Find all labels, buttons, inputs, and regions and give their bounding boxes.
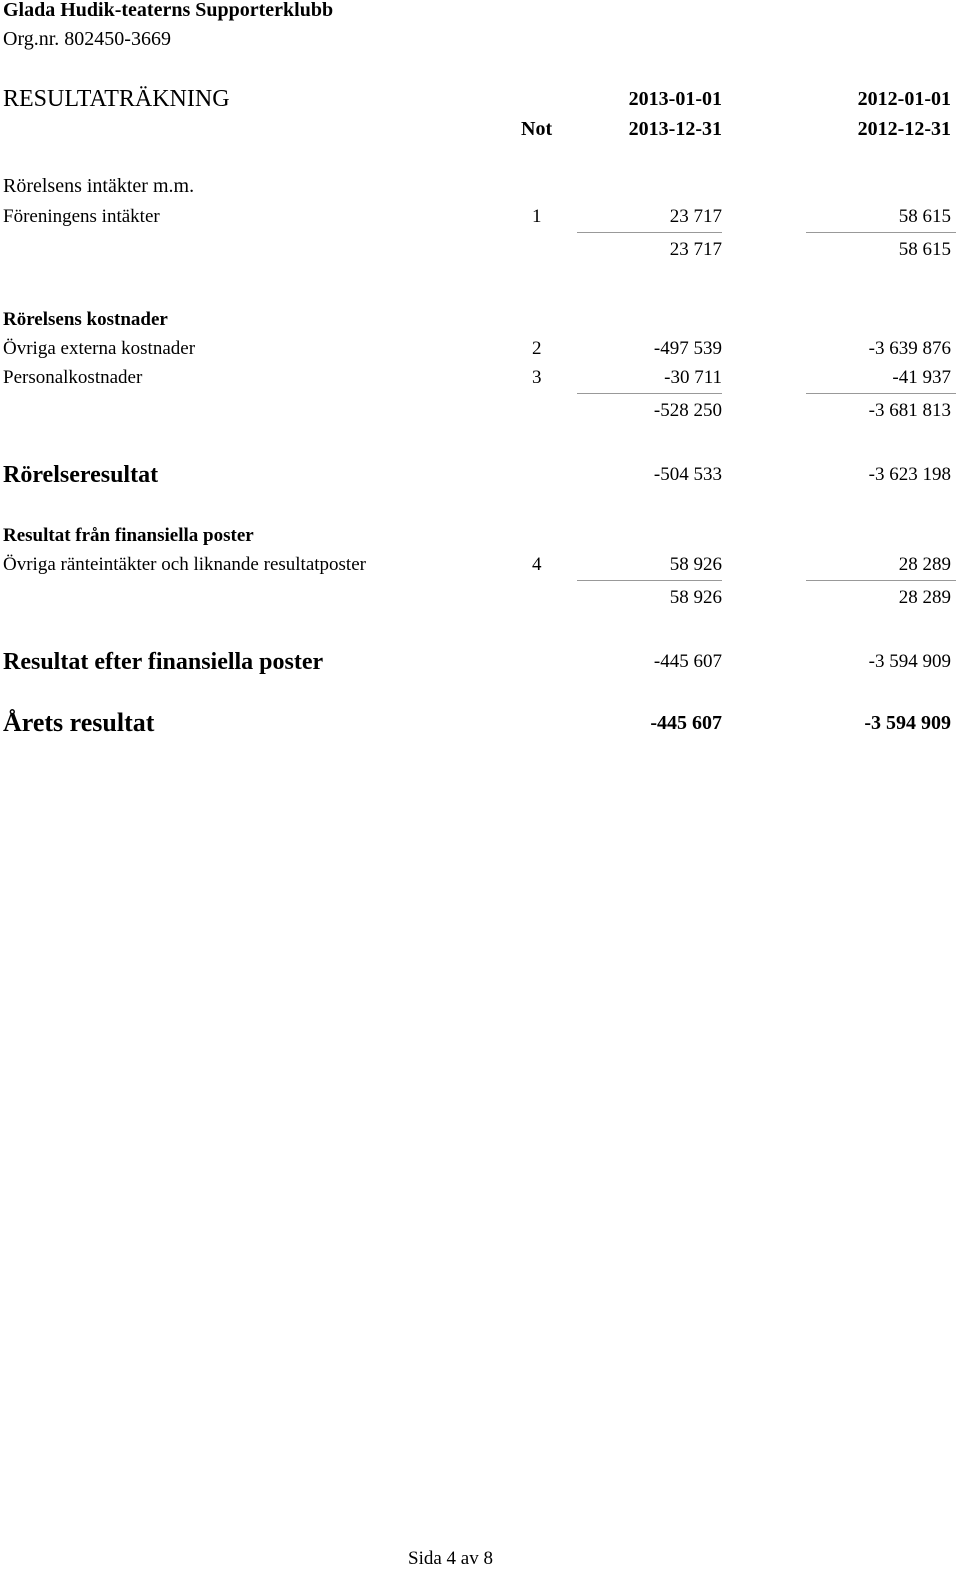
costs-row-previous: -41 937: [892, 367, 951, 388]
report-title: RESULTATRÄKNING: [3, 86, 230, 112]
year-result-current: -445 607: [650, 712, 722, 734]
organization-number: Org.nr. 802450-3669: [3, 28, 171, 50]
costs-row-label: Personalkostnader: [3, 367, 143, 388]
financial-subtotal-current: 58 926: [669, 587, 722, 608]
financial-row-note: 4: [532, 554, 542, 575]
organization-name: Glada Hudik-teaterns Supporterklubb: [3, 0, 334, 21]
period-prev-end: 2012-12-31: [857, 118, 951, 140]
costs-row-note: 3: [532, 367, 542, 388]
costs-underline-current: [577, 393, 722, 394]
income-row-note: 1: [532, 206, 542, 227]
year-result-previous: -3 594 909: [864, 712, 951, 734]
financial-underline-current: [577, 580, 722, 581]
costs-subtotal-current: -528 250: [653, 400, 722, 421]
financial-subtotal-previous: 28 289: [898, 587, 951, 608]
period-current-end: 2013-12-31: [628, 118, 722, 140]
income-subtotal-current: 23 717: [669, 239, 722, 260]
period-prev-start: 2012-01-01: [857, 88, 951, 110]
income-underline-current: [577, 232, 722, 233]
result-after-financial-previous: -3 594 909: [868, 651, 951, 672]
page-number: Sida 4 av 8: [408, 1548, 493, 1569]
year-result-label: Årets resultat: [3, 708, 155, 737]
result-after-financial-label: Resultat efter finansiella poster: [3, 649, 324, 675]
costs-row-current: -30 711: [664, 367, 722, 388]
financial-heading: Resultat från finansiella poster: [3, 525, 254, 546]
income-underline-previous: [806, 232, 956, 233]
note-column-header: Not: [521, 118, 553, 140]
financial-underline-previous: [806, 580, 956, 581]
financial-row-current: 58 926: [669, 554, 722, 575]
costs-row-note: 2: [532, 338, 542, 359]
operating-result-current: -504 533: [653, 464, 722, 485]
income-row-previous: 58 615: [898, 206, 951, 227]
costs-heading: Rörelsens kostnader: [3, 309, 168, 330]
operating-result-previous: -3 623 198: [868, 464, 951, 485]
costs-row-label: Övriga externa kostnader: [3, 338, 196, 359]
income-row-current: 23 717: [669, 206, 722, 227]
result-after-financial-current: -445 607: [653, 651, 722, 672]
period-current-start: 2013-01-01: [628, 88, 722, 110]
financial-row-label: Övriga ränteintäkter och liknande resultatposter: [3, 554, 366, 575]
income-subtotal-previous: 58 615: [898, 239, 951, 260]
income-row-label: Föreningens intäkter: [3, 206, 160, 227]
costs-underline-previous: [806, 393, 956, 394]
financial-row-previous: 28 289: [898, 554, 951, 575]
costs-row-current: -497 539: [653, 338, 722, 359]
operating-result-label: Rörelseresultat: [3, 462, 159, 488]
costs-row-previous: -3 639 876: [868, 338, 951, 359]
costs-subtotal-previous: -3 681 813: [868, 400, 951, 421]
income-heading: Rörelsens intäkter m.m.: [3, 175, 195, 197]
